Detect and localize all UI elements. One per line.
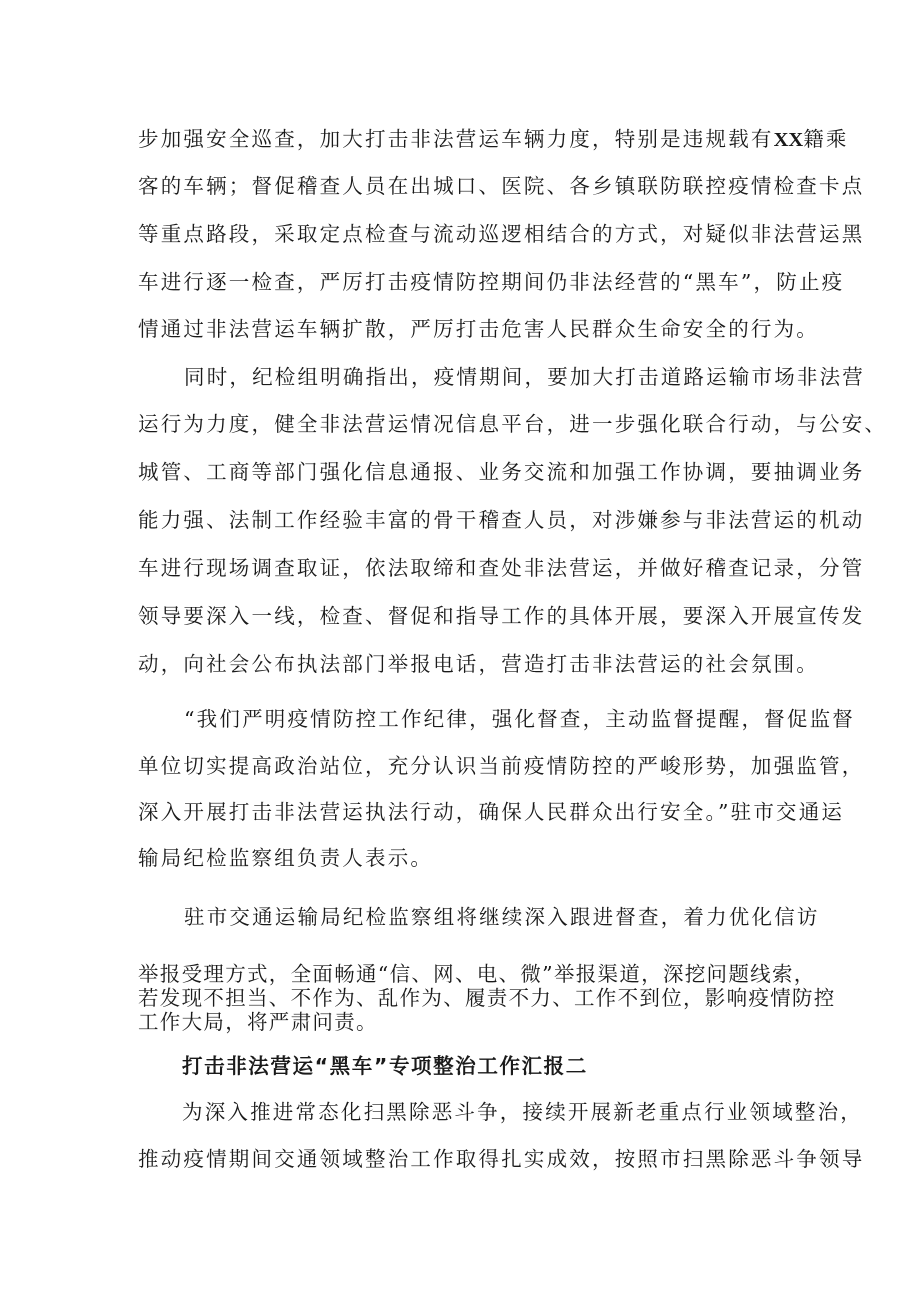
text-span: 步加强安全巡查，加大打击非法营运车辆力度，特别是违规载有 [138,127,774,151]
text-line: 推动疫情期间交通领域整治工作取得扎实成效，按照市扫黑除恶斗争领导 [138,1147,865,1171]
text-line: 车进行现场调查取证，依法取缔和查处非法营运，并做好稽查记录，分管 [138,556,865,580]
text-line: 客的车辆；督促稽查人员在出城口、医院、各乡镇联防联控疫情检查卡点 [138,174,865,198]
text-line: 情通过非法营运车辆扩散，严厉打击危害人民群众生命安全的行为。 [138,317,819,341]
text-line: 举报受理方式，全面畅通“信、网、电、微”举报渠道，深挖问题线索， [138,962,816,986]
text-line: 运行为力度，健全非法营运情况信息平台，进一步强化联合行动，与公安、 [138,412,888,436]
text-span: 籍乘 [803,127,849,151]
text-line: 动，向社会公布执法部门举报电话，营造打击非法营运的社会氛围。 [138,652,819,676]
text-line: 为深入推进常态化扫黑除恶斗争，接续开展新老重点行业领域整治， [182,1100,863,1124]
text-line: 单位切实提高政治站位，充分认识当前疫情防控的严峻形势，加强监管， [138,754,865,778]
section-heading: 打击非法营运“黑车”专项整治工作汇报二 [182,1054,588,1078]
emphasis-xx: XX [773,129,804,151]
text-line: “我们严明疫情防控工作纪律，强化督查，主动监督提醒，督促监督 [184,707,855,731]
text-line: 城管、工商等部门强化信息通报、业务交流和加强工作协调，要抽调业务 [138,460,865,484]
text-line [138,125,849,154]
text-line: 深入开展打击非法营运执法行动，确保人民群众出行安全。”驻市交通运 [138,800,845,824]
text-line: 工作大局，将严肃问责。 [138,1010,378,1034]
text-line: 驻市交通运输局纪检监察组将继续深入跟进督查，着力优化信访 [184,905,820,929]
text-line: 能力强、法制工作经验丰富的骨干稽查人员，对涉嫌参与非法营运的机动 [138,508,865,532]
text-line: 领导要深入一线，检查、督促和指导工作的具体开展，要深入开展宣传发 [138,604,865,628]
text-line: 若发现不担当、不作为、乱作为、履责不力、工作不到位，影响疫情防控 [138,986,836,1010]
text-line: 车进行逐一检查，严厉打击疫情防控期间仍非法经营的“黑车”，防止疫 [138,270,845,294]
text-line: 同时，纪检组明确指出，疫情期间，要加大打击道路运输市场非法营 [184,365,865,389]
text-line: 等重点路段，采取定点检查与流动巡逻相结合的方式，对疑似非法营运黑 [138,222,865,246]
text-line: 输局纪检监察组负责人表示。 [138,846,434,870]
